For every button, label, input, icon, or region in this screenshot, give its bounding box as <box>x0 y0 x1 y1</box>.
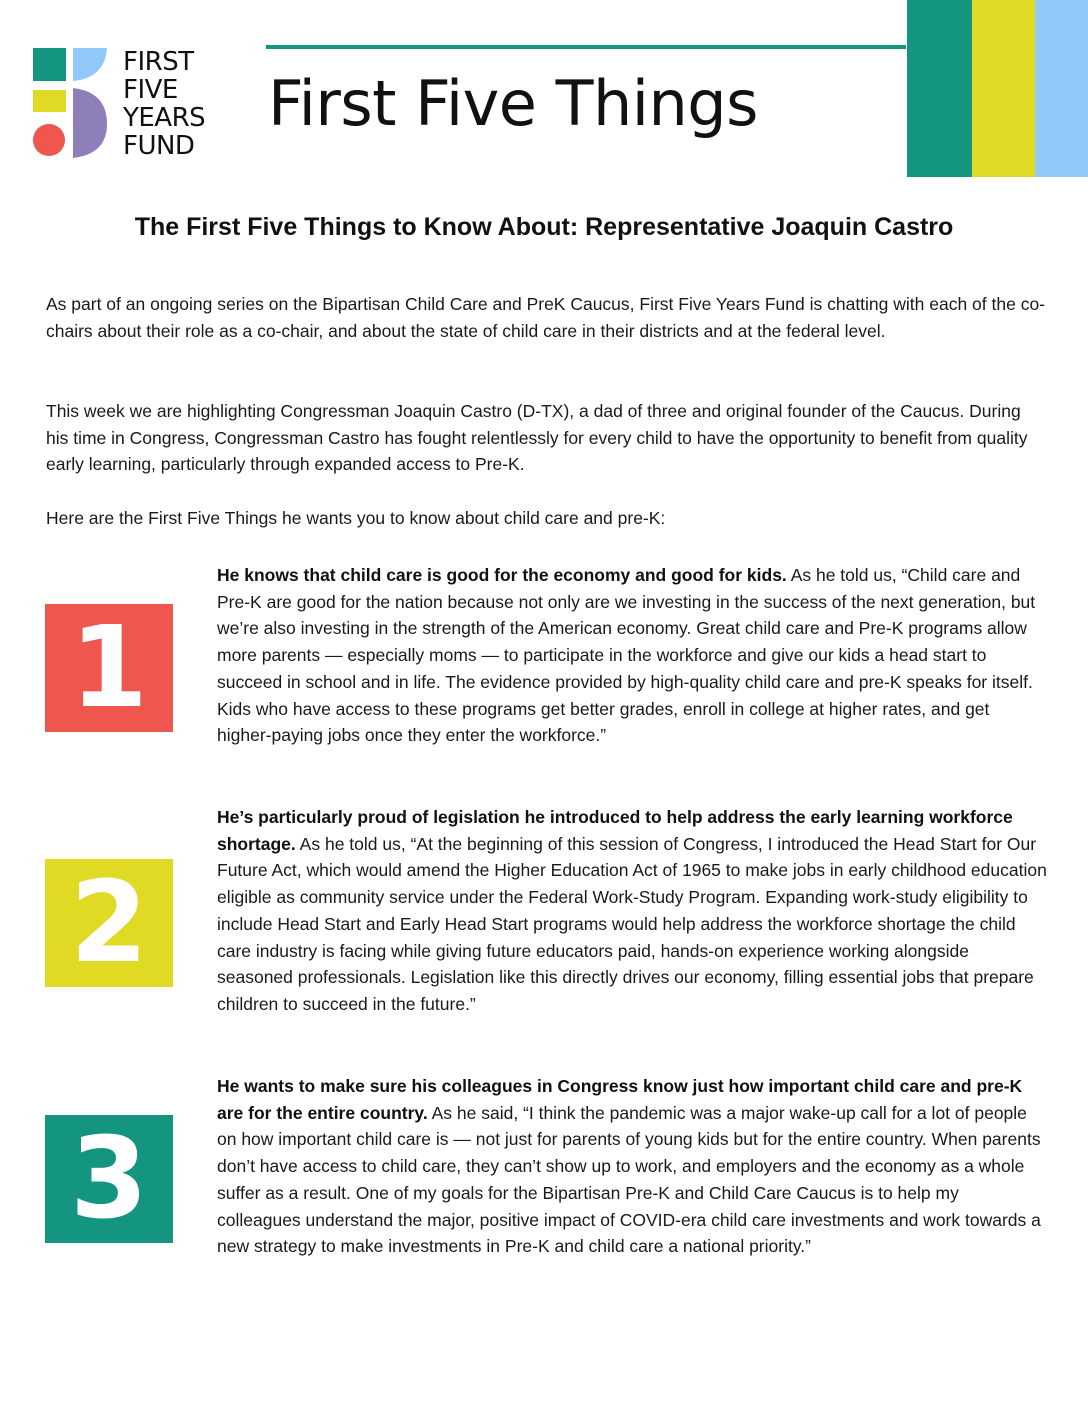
intro-paragraph: As part of an ongoing series on the Bipartisan Child Care and PreK Caucus, First Five Years Fund is chatting with each of the co-chairs about their role as a co-chair, and about the state of child care in their districts and at the federal level. <box>46 294 1046 341</box>
first-five-years-fund-logo <box>33 48 233 160</box>
item-lead: He’s particularly proud of legislation he introduced to help address the early learning workforce shortage. <box>217 807 1013 854</box>
item-text <box>217 562 1047 749</box>
item-text <box>217 804 1047 1018</box>
logo-line: FIVE <box>123 75 178 105</box>
item-lead: He wants to make sure his colleagues in Congress know just how important child care and pre-K are for the entire country. <box>217 1076 1023 1123</box>
item-lead: He knows that child care is good for the economy and good for kids. <box>217 565 787 585</box>
header-title: First Five Things <box>268 67 758 140</box>
number-badge: 1 <box>45 604 173 732</box>
yellow-stripe <box>972 0 1035 177</box>
logo-line: YEARS <box>123 103 206 133</box>
number-badge: 3 <box>45 1115 173 1243</box>
light-blue-stripe <box>1035 0 1088 177</box>
header-rule <box>266 45 906 49</box>
item-text <box>217 1073 1047 1260</box>
number-badge: 2 <box>45 859 173 987</box>
item-body: As he said, “I think the pandemic was a major wake-up call for a lot of people on how important child care is — not just for parents of young kids but for the entire country. When parents don’t have access to child care, they can’t show up to work, and employers and the economy as a whole suffer as a result. One of my goals for the Bipartisan Pre-K and Child Care Caucus is to help my colleagues understand the major, positive impact of COVID-era child care investments and work towards a new strategy to make investments in Pre-K and child care a national priority.” <box>217 1102 1041 1257</box>
logo-mark-icon <box>33 48 113 160</box>
color-stripes <box>907 0 1088 177</box>
intro-paragraph: This week we are highlighting Congressman Joaquin Castro (D-TX), a dad of three and original founder of the Caucus. During his time in Congress, Congressman Castro has fought relentlessly for every child to have the opportunity to benefit from quality early learning, particularly through expanded access to Pre-K. <box>46 401 1028 475</box>
document-title: The First Five Things to Know About: Representative Joaquin Castro <box>134 213 954 241</box>
item-body: As he told us, “At the beginning of this session of Congress, I introduced the Head Start for Our Future Act, which would amend the Higher Education Act of 1965 to make jobs in early childhood education eligible as community service under the Federal Work-Study Program. Expanding work-study eligibility to include Head Start and Early Head Start programs would help address the workforce shortage the child care industry is facing while giving future educators paid, hands-on experience working alongside seasoned professionals. Legislation like this directly drives our economy, filling essential jobs that prepare children to succeed in the future.” <box>217 833 1047 1014</box>
teal-stripe <box>907 0 972 177</box>
logo-line: FUND <box>123 131 195 161</box>
logo-line: FIRST <box>123 47 194 77</box>
intro-paragraph: Here are the First Five Things he wants you to know about child care and pre-K: <box>46 508 666 528</box>
logo-wordmark <box>123 48 205 160</box>
item-body: As he told us, “Child care and Pre-K are good for the nation because not only are we investing in the success of the next generation, but we’re also investing in the strength of the American economy. Great child care and Pre-K programs allow more parents — especially moms — to participate in the workforce and give our kids a head start to succeed in school and in life. The evidence provided by high-quality child care and pre-K speaks for itself. Kids who have access to these programs get better grades, enroll in college at higher rates, and get higher-paying jobs once they enter the workforce.” <box>217 565 1036 746</box>
